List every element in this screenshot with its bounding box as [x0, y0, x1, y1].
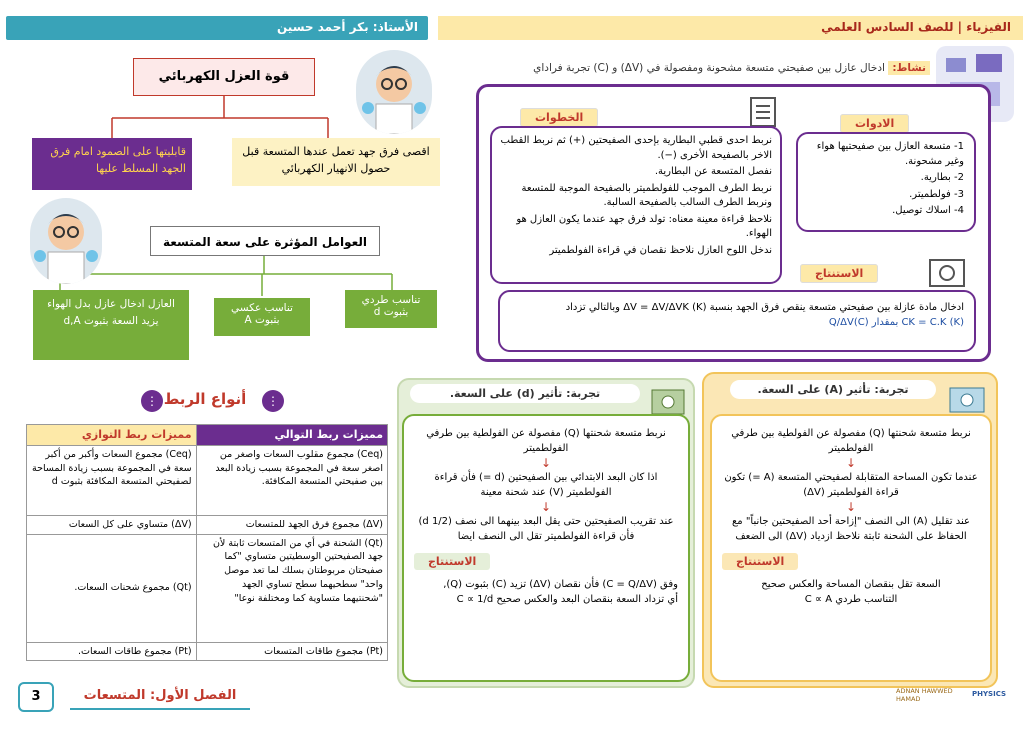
scientist-icon — [30, 198, 102, 284]
activity-conclusion-card — [498, 290, 976, 352]
step-item: نربط احدى قطبي البطارية بإحدى الصفيحتين (+) ثم نربط القطب الاخر بالصفيحة الأخرى (−). — [500, 135, 772, 161]
exp-d-conclusion-tag: الاستنتاج — [414, 550, 678, 569]
physics-label: PHYSICS — [972, 690, 1007, 698]
exp-a-conclusion-2: التناسب طردي C ∝ A — [804, 594, 898, 605]
series-cell: (Qt) الشحنة في أي من المتسعات ثابتة لأن جهد الصفيحتين الوسطيتين متساوي "كما صفيحتان مربوطتان بسلك لما تعد موصل واحد" سطحيهما سطح تساوي الجهد "شحنتيهما متساوية كما ومختلفة نوعا" — [196, 534, 387, 642]
conclusion-line-2: CK = C.K (K) بمقدار Q/ΔV(C) — [828, 317, 964, 328]
parallel-header: مميزات ربط التوازي — [27, 425, 197, 446]
factor-dielectric: العازل ادخال عازل بدل الهواء يزيد السعة بثبوت d,A — [33, 290, 189, 360]
exp-d-card — [402, 414, 690, 682]
exp-a-step: عند تقليل (A) الى النصف "إزاحة أحد الصفيحتين جانباً" مع الحفاظ على الشحنة ثابتة نلاحظ ازدياد (ΔV) الى الضعف — [731, 516, 971, 542]
series-header: مميزات ربط التوالي — [196, 425, 387, 446]
arrow-down-icon: ↓ — [540, 500, 552, 514]
conclusion-line-1: ادخال مادة عازلة بين صفيحتي متسعة ينقص فرق الجهد بنسبة (K) ΔV = ΔV/ΔVK وبالتالي تزداد — [565, 302, 964, 313]
tools-card — [796, 132, 976, 232]
subject-title: الفيزياء | للصف السادس العلمي — [821, 20, 1011, 34]
chapter-title: الفصل الأول: المتسعات — [70, 688, 250, 710]
activity-header — [480, 58, 930, 82]
exp-d-step: نربط متسعة شحنتها (Q) مفصولة عن الفولطية بين طرفي الفولطميتر — [426, 428, 666, 454]
exp-a-step: نربط متسعة شحنتها (Q) مفصولة عن الفولطية بين طرفي الفولطميتر — [731, 428, 971, 454]
connection-title: أنواع الربط — [163, 390, 247, 408]
tools-tag: الادوات — [840, 112, 909, 131]
exp-a-conclusion-tag: الاستنتاج — [722, 550, 980, 569]
steps-tag: الخطوات — [520, 106, 598, 125]
subject-bar — [438, 16, 1023, 40]
step-item: نفصل المتسعة عن البطارية. — [654, 166, 772, 177]
exp-d-step: اذا كان البعد الابتدائي بين الصفيحتين (d =) فأن قراءة الفولطميتر (V) عند شحنة معينة — [434, 472, 658, 498]
arrow-down-icon: ↓ — [845, 456, 857, 470]
parallel-cell: (ΔV) متساوي على كل السعات — [27, 515, 197, 534]
scientist-avatar — [356, 50, 432, 134]
exp-d-step: عند تقريب الصفيحتين حتى يقل البعد بينهما الى نصف (1/2 d) فأن قراءة الفولطميتر تقل الى النصف ايضا — [418, 516, 674, 542]
scientist-avatar-2 — [30, 198, 102, 284]
series-cell: (Ceq) مجموع مقلوب السعات واصغر من اصغر سعة في المجموعة بسبب زيادة البعد بين صفيحتي المتسعة المكافئة. — [196, 445, 387, 515]
series-icon: ⋮ — [262, 390, 284, 412]
definition-max-voltage: اقصى فرق جهد تعمل عندها المتسعة قبل حصول الانهيار الكهربائي — [232, 138, 440, 186]
tool-item: 3- فولطميتر. — [909, 188, 964, 200]
connection-table — [26, 424, 388, 661]
exp-a-card — [710, 414, 992, 682]
teacher-name: الأستاذ: بكر أحمد حسين — [277, 20, 418, 34]
parallel-icon: ⋮ — [141, 390, 163, 412]
conclusion-tag: الاستنتاج — [800, 262, 878, 281]
factors-title: العوامل المؤثرة على سعة المتسعة — [150, 226, 380, 256]
parallel-cell: (Qt) مجموع شحنات السعات. — [27, 534, 197, 642]
checklist-icon — [748, 96, 778, 128]
series-cell: (Pt) مجموع طاقات المتسعات — [196, 642, 387, 661]
steps-card — [490, 126, 782, 284]
activity-label: نشاط: — [888, 61, 930, 75]
arrow-down-icon: ↓ — [540, 456, 552, 470]
parallel-cell: (Pt) مجموع طاقات السعات. — [27, 642, 197, 661]
series-cell: (ΔV) مجموع فرق الجهد للمتسعات — [196, 515, 387, 534]
exp-a-step: عندما تكون المساحة المتقابلة لصفيحتي المتسعة (A =) تكون قراءة الفولطميتر (ΔV) — [724, 472, 978, 498]
brand-logo: ADNAN HAWWED HAMAD — [896, 687, 953, 703]
definition-withstand: قابليتها على الصمود امام فرق الجهد المسلط عليها — [32, 138, 192, 190]
exp-a-conclusion-1: السعة تقل بنقصان المساحة والعكس صحيح — [761, 579, 941, 590]
factor-inverse: تناسب عكسي بثبوت A — [214, 298, 310, 336]
parallel-cell: (Ceq) مجموع السعات وأكبر من أكبر سعة في المجموعة بسبب زيادة المساحة لصفيحتي المتسعة المكافئة بثبوت d — [27, 445, 197, 515]
tool-item: 1- متسعة العازل بين صفيحتيها هواء وغير مشحونة. — [816, 141, 964, 167]
activity-text: ادخال عازل بين صفيحتي متسعة مشحونة ومفصولة في (ΔV) و (C) تجربة فراداي — [533, 62, 885, 74]
step-item: نربط الطرف الموجب للفولطميتر بالصفيحة الموجبة للمتسعة ونربط الطرف السالب بالصفيحة السالبة. — [521, 182, 772, 208]
equipment-icon-2 — [944, 378, 990, 418]
exp-d-conclusion-2: أي تزداد السعة بنقصان البعد والعكس صحيح C ∝ 1/d — [456, 594, 678, 605]
page-number: 3 — [18, 682, 54, 712]
tool-item: 4- اسلاك توصيل. — [892, 205, 964, 216]
tool-item: 2- بطارية. — [920, 172, 964, 183]
magnifier-icon — [928, 258, 968, 290]
exp-a-title: تجربة: تأثير (A) على السعة. — [730, 380, 936, 399]
exp-d-title: تجربة: تأثير (d) على السعة. — [410, 384, 640, 403]
scientist-icon — [356, 50, 432, 134]
main-concept: قوة العزل الكهربائي — [133, 58, 315, 96]
factor-direct: تناسب طردي بثبوت d — [345, 290, 437, 328]
arrow-down-icon: ↓ — [845, 500, 857, 514]
step-item: نلاحظ قراءة معينة معناه: تولد فرق جهد عندما يكون العازل هو الهواء. — [516, 213, 772, 239]
exp-d-conclusion-1: وفق (C = Q/ΔV) فأن نقصان (ΔV) تزيد (C) بثبوت (Q), — [443, 579, 678, 590]
step-item: ندخل اللوح العازل نلاحظ نقصان في قراءة الفولطميتر — [549, 244, 772, 256]
